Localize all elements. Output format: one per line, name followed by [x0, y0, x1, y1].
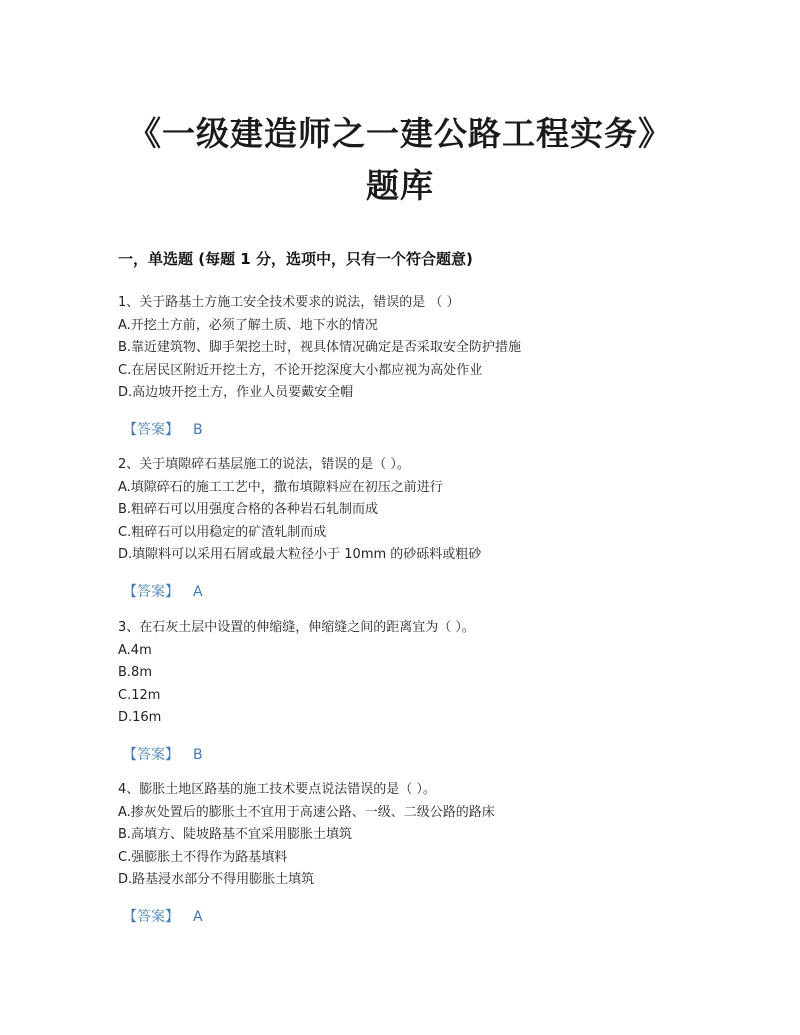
- option-a: A.4m: [118, 642, 152, 658]
- answer-label: 【答案】: [123, 421, 179, 438]
- answer-line: [118, 906, 718, 928]
- answer-value: A: [193, 583, 203, 600]
- answer-line: [118, 419, 718, 441]
- option-d: D.高边坡开挖土方，作业人员要戴安全帽: [118, 385, 354, 400]
- answer-value: A: [193, 908, 203, 925]
- option-a: A.填隙碎石的施工工艺中，撒布填隙料应在初压之前进行: [118, 479, 443, 495]
- option-b: B.8m: [118, 665, 152, 680]
- option-c: C.12m: [118, 687, 161, 703]
- answer-label: 【答案】: [123, 583, 179, 600]
- option-d: D.填隙料可以采用石屑或最大粒径小于 10mm 的砂砾料或粗砂: [118, 547, 482, 562]
- answer-line: [118, 744, 718, 766]
- option-b: B.靠近建筑物、脚手架挖土时，视具体情况确定是否采取安全防护措施: [118, 340, 522, 355]
- question-stem: 3、在石灰土层中设置的伸缩缝，伸缩缝之间的距离宜为（ ）。: [118, 620, 475, 635]
- option-a: A.掺灰处置后的膨胀土不宜用于高速公路、一级、二级公路的路床: [118, 804, 495, 820]
- question-3: [118, 617, 718, 766]
- option-d: D.路基浸水部分不得用膨胀土填筑: [118, 872, 315, 887]
- option-b: B.粗碎石可以用强度合格的各种岩石轧制而成: [118, 502, 379, 517]
- question-1: [118, 292, 718, 441]
- question-2: [118, 454, 718, 603]
- option-c: C.粗碎石可以用稳定的矿渣轧制而成: [118, 524, 327, 540]
- answer-label: 【答案】: [123, 908, 179, 925]
- answer-value: B: [193, 746, 203, 763]
- question-stem: 1、关于路基土方施工安全技术要求的说法，错误的是 （ ）: [118, 295, 460, 310]
- question-4: [118, 779, 718, 928]
- document-title: 《一级建造师之一建公路工程实务》: [128, 114, 672, 153]
- option-d: D.16m: [118, 710, 162, 725]
- option-b: B.高填方、陡坡路基不宜采用膨胀土填筑: [118, 827, 353, 842]
- option-c: C.强膨胀土不得作为路基填料: [118, 849, 288, 865]
- answer-line: [118, 581, 718, 603]
- section-heading: 一，单选题 (每题 1 分，选项中，只有一个符合题意): [118, 250, 473, 268]
- question-stem: 2、关于填隙碎石基层施工的说法，错误的是（ ）。: [118, 457, 410, 472]
- answer-label: 【答案】: [123, 746, 179, 763]
- question-stem: 4、膨胀土地区路基的施工技术要点说法错误的是（ ）。: [118, 782, 436, 797]
- document-subtitle: 题库: [366, 166, 434, 205]
- option-a: A.开挖土方前，必须了解土质、地下水的情况: [118, 317, 378, 333]
- answer-value: B: [193, 421, 203, 438]
- option-c: C.在居民区附近开挖土方，不论开挖深度大小都应视为高处作业: [118, 362, 483, 378]
